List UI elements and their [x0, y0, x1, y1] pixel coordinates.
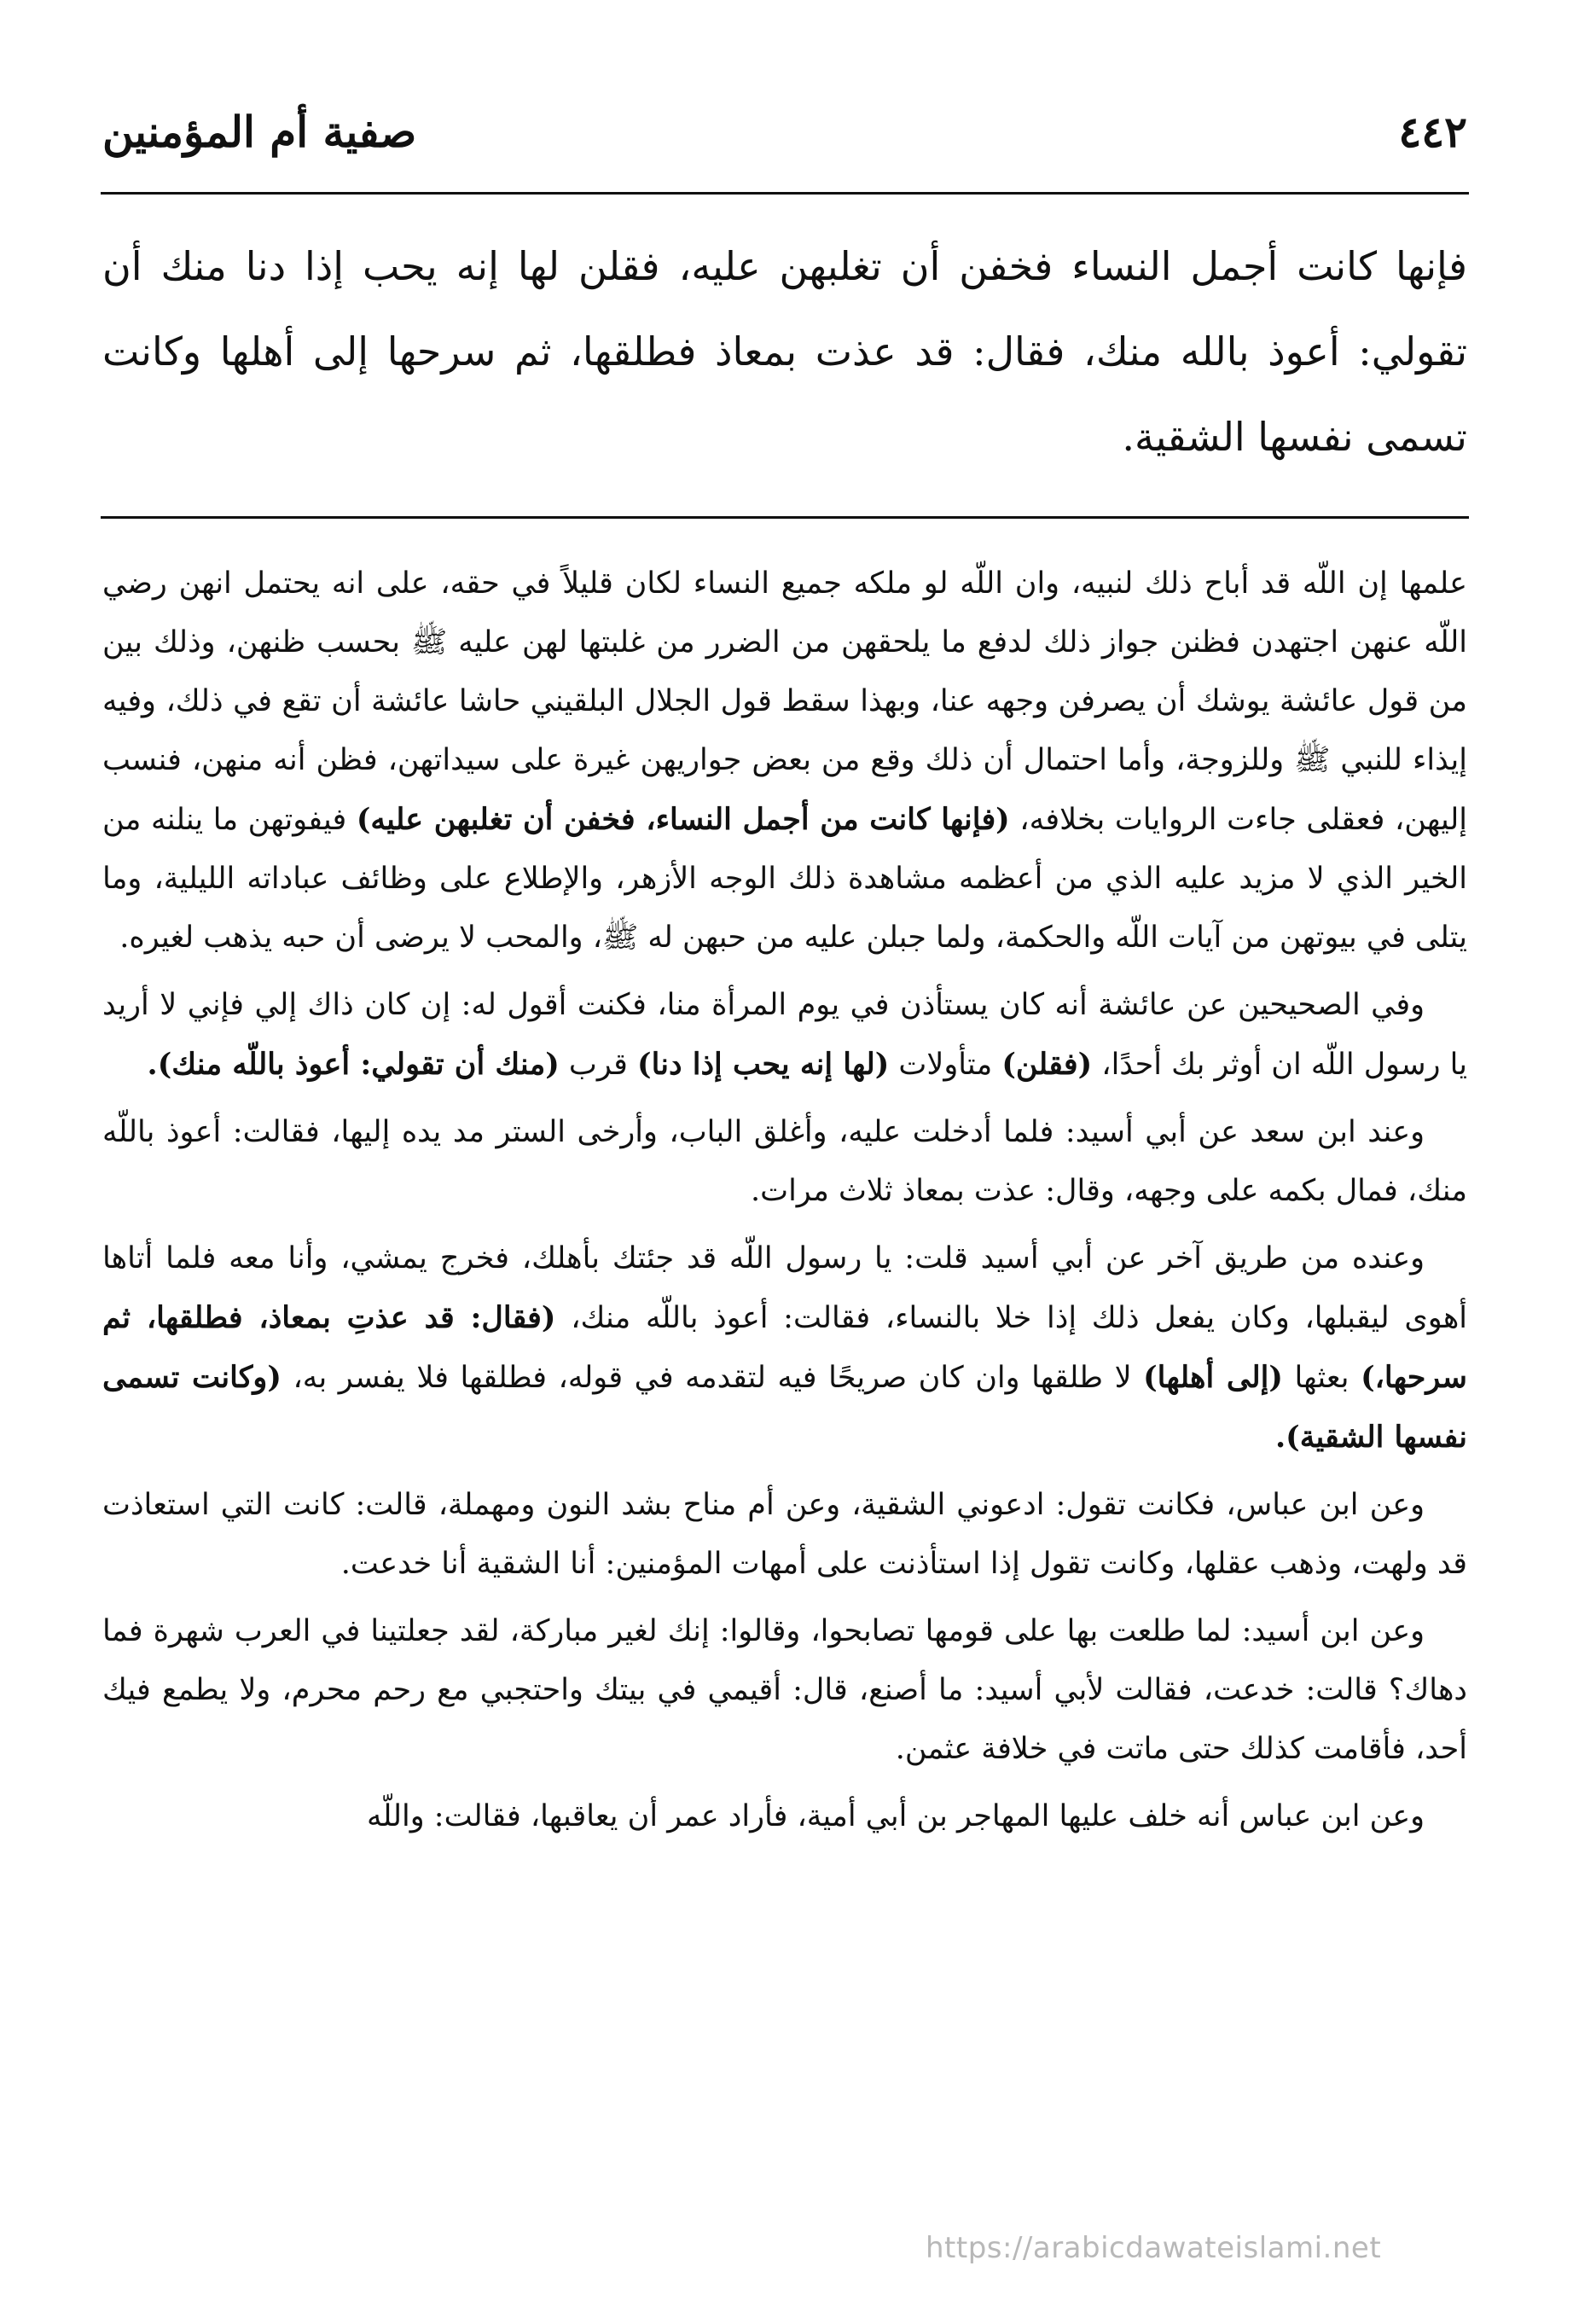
header-divider [101, 192, 1469, 195]
commentary-span: متأولات [889, 1048, 1002, 1082]
commentary-span: وعند ابن سعد عن أبي أسيد: فلما أدخلت عليه، وأغلق الباب، وأرخى الستر مد يده إليها، فقالت: أعوذ باللّه منك، فمال بكمه على وجهه، وقال: عذت بمعاذ ثلاث مرات. [102, 1115, 1467, 1208]
page-header [102, 107, 1467, 183]
commentary-span: وعن ابن عباس أنه خلف عليها المهاجر بن أبي أمية، فأراد عمر أن يعاقبها، فقالت: واللّه [367, 1799, 1425, 1833]
commentary-paragraph [102, 555, 1467, 967]
commentary-span: وفي الصحيحين عن عائشة أنه كان يستأذن في يوم المرأة منا، فكنت أقول له: إن كان ذاك إلي فإني لا أريد يا رسول اللّه ان أوثر بك أحدًا، [102, 988, 1467, 1082]
commentary-paragraph [102, 1229, 1467, 1467]
quoted-phrase: (لها إنه يحب إذا دنا) [637, 1047, 890, 1082]
commentary-span: وعنده من طريق آخر عن أبي أسيد قلت: يا رسول اللّه قد جئتك بأهلك، فخرج يمشي، وأنا معه فلما أتاها أهوى ليقبلها، وكان يفعل ذلك إذا خلا بالنساء، فقالت: أعوذ باللّه منك، [102, 1241, 1467, 1335]
quoted-phrase: (فإنها كانت من أجمل النساء، فخفن أن تغلبهن عليه) [356, 802, 1010, 837]
main-text: فإنها كانت أجمل النساء فخفن أن تغلبهن عليه، فقلن لها إنه يحب إذا دنا منك أن تقولي: أعوذ بالله منك، فقال: قد عذت بمعاذ فطلقها، ثم سرحها إلى أهلها وكانت تسمى نفسها الشقية. [102, 243, 1467, 460]
commentary-text [102, 555, 1467, 1855]
quoted-phrase: (فقال: قد عذتِ بمعاذ، فطلقها، ثم سرحها،) [102, 1300, 1467, 1395]
commentary-span: وعن ابن أسيد: لما طلعت بها على قومها تصابحوا، وقالوا: إنك لغير مباركة، لقد جعلتينا في العرب شهرة فما دهاك؟ قالت: خدعت، فقالت لأبي أسيد: ما أصنع، قال: أقيمي في بيتك واحتجبي مع رحم محرم، ولا يطمع فيك أحد، فأقامت كذلك حتى ماتت في خلافة عثمن. [102, 1614, 1467, 1766]
page-number: ٤٤٢ [1398, 107, 1467, 157]
commentary-paragraph [102, 1602, 1467, 1779]
commentary-paragraph [102, 1103, 1467, 1221]
commentary-span: بعثها [1282, 1361, 1361, 1395]
commentary-span: قرب [559, 1048, 638, 1082]
quoted-phrase: (منك أن تقولي: أعوذ باللّه منك). [147, 1047, 560, 1082]
commentary-paragraph [102, 976, 1467, 1095]
commentary-divider [101, 516, 1469, 519]
quoted-phrase: (فقلن) [1001, 1047, 1093, 1082]
watermark: https://arabicdawateislami.net [926, 2231, 1382, 2265]
commentary-paragraph [102, 1476, 1467, 1594]
commentary-span: علمها إن اللّه قد أباح ذلك لنبيه، وان اللّه لو ملكه جميع النساء لكان قليلاً في حقه، على انه يحتمل انهن رضي اللّه عنهن اجتهدن فظنن جواز ذلك لدفع ما يلحقهن من الضرر من غلبتها لهن عليه ﷺ بحسب ظنهن، وذلك بين من قول عائشة يوشك أن يصرفن وجهه عنا، وبهذا سقط قول الجلال البلقيني حاشا عائشة أن تقع في ذلك، وفيه إيذاء للنبي ﷺ وللزوجة، وأما احتمال أن ذلك وقع من بعض جواريهن غيرة على سيداتهن، فظن أنه منهن، فنسب إليهن، فعقلى جاءت الروايات بخلافه، [102, 566, 1467, 837]
quoted-phrase: (إلى أهلها) [1143, 1360, 1283, 1395]
commentary-span: لا طلقها وان كان صريحًا فيه لتقدمه في قوله، فطلقها فلا يفسر به، [281, 1361, 1144, 1395]
quoted-phrase: (وكانت تسمى نفسها الشقية). [102, 1360, 1467, 1455]
commentary-span: وعن ابن عباس، فكانت تقول: ادعوني الشقية، وعن أم مناح بشد النون ومهملة، قالت: كانت التي استعاذت قد ولهت، وذهب عقلها، وكانت تقول إذا استأذنت على أمهات المؤمنين: أنا الشقية أنا خدعت. [102, 1488, 1467, 1581]
commentary-paragraph [102, 1787, 1467, 1846]
commentary-span: فيفوتهن ما ينلنه من الخير الذي لا مزيد عليه الذي من أعظمه مشاهدة ذلك الوجه الأزهر، والإطلاع على وظائف عباداته الليلية، وما يتلى في بيوتهن من آيات اللّه والحكمة، ولما جبلن عليه من حبهن له ﷺ، والمحب لا يرضى أن حبه يذهب لغيره. [102, 803, 1467, 955]
running-title: صفية أم المؤمنين [102, 107, 417, 157]
